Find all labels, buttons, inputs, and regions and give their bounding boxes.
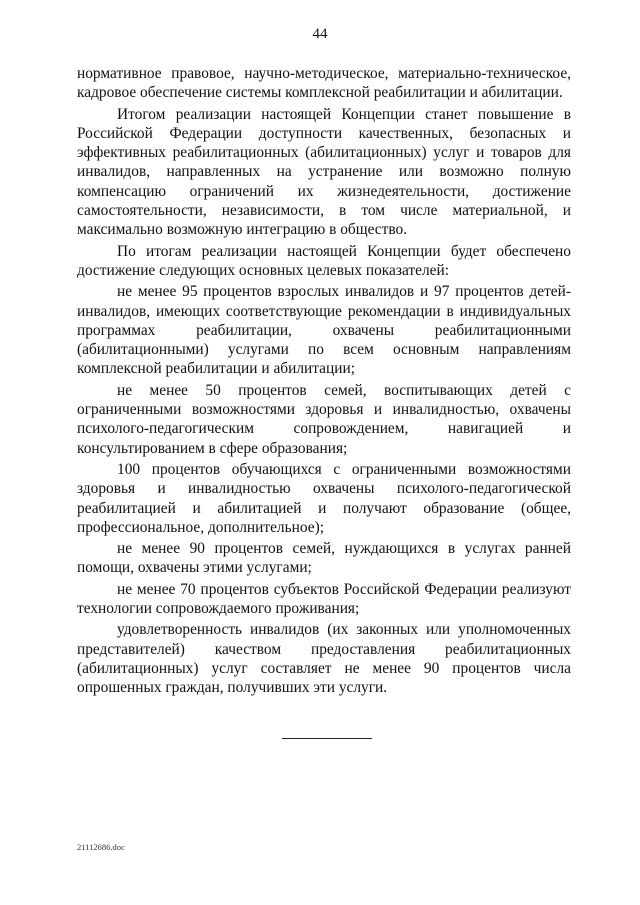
- indicator-adults-children-coverage: не менее 95 процентов взрослых инвалидов и 97 процентов детей-инвалидов, имеющих соответствующие рекомендации в индивидуальных программах реабилитации, охвачены реабилитационными (абилитационными) услугами по всем основным направлениям комплексной реабилитации и абилитации;: [77, 283, 571, 378]
- indicator-early-help: не менее 90 процентов семей, нуждающихся в услугах ранней помощи, охвачены этими услугами;: [77, 540, 571, 577]
- document-body: [77, 64, 571, 698]
- paragraph-concept-result: Итогом реализации настоящей Концепции станет повышение в Российской Федерации доступности качественных, безопасных и эффективных реабилитационных (абилитационных) услуг и товаров для инвалидов, направленных на устранение или возможно полную компенсацию ограничений их жизнедеятельности, достижение самостоятельности, независимости, в том числе материальной, и максимально возможную интеграцию в общество.: [77, 105, 571, 239]
- page-number: 44: [312, 26, 328, 42]
- indicator-students-coverage: 100 процентов обучающихся с ограниченными возможностями здоровья и инвалидностью охвачены психолого-педагогической реабилитацией и абилитацией и получают образование (общее, профессиональное, дополнительное);: [77, 460, 571, 536]
- indicator-satisfaction: удовлетворенность инвалидов (их законных или уполномоченных представителей) качеством предоставления реабилитационных (абилитационных) услуг составляет не менее 90 процентов числа опрошенных граждан, получивших эти услуги.: [77, 621, 571, 697]
- paragraph-continuation: нормативное правовое, научно-методическое, материально-техническое, кадровое обеспечение системы комплексной реабилитации и абилитации.: [77, 65, 571, 102]
- file-name-footer: 21112686.doc: [77, 842, 125, 852]
- paragraph-target-indicators-intro: По итогам реализации настоящей Концепции будет обеспечено достижение следующих основных целевых показателей:: [77, 242, 571, 279]
- indicator-families-support: не менее 50 процентов семей, воспитывающих детей с ограниченными возможностями здоровья и инвалидностью, охвачены психолого-педагогическим сопровождением, навигацией и консультированием в сфере образования;: [77, 381, 571, 457]
- closing-divider: [282, 738, 372, 739]
- indicator-supported-living: не менее 70 процентов субъектов Российской Федерации реализуют технологии сопровождаемого проживания;: [77, 580, 571, 618]
